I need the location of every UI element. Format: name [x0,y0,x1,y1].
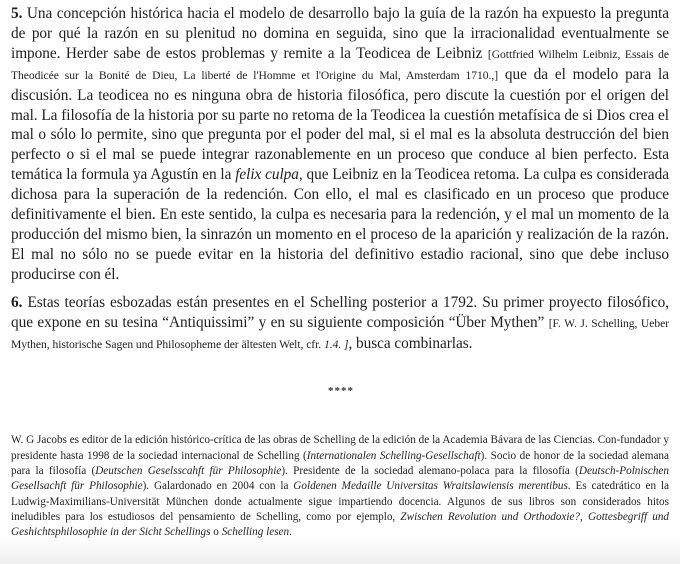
section-separator: **** [328,385,354,398]
bio-text: . Es catedrático en la Ludwig-Maximilians-Universität München donde actualmente sigue impartiendo docencia. Algunos de sus libros son considerados hitos ineludibles para los estudiosos del pensamiento de Schelling, como por ejemplo, [11,480,669,523]
paragraph-number: 5. [11,5,23,22]
bio-text: . [289,526,292,539]
author-bio [11,433,669,540]
bio-italic: Deutschen Geselsscahft für Philosophie [95,465,282,477]
bio-text: ). Socio de honor de la sociedad alemana para la filosofía ( [11,449,669,477]
bio-book-title: Zwischen Revolution und Orthodoxie? [400,510,581,523]
paragraph-5 [11,4,669,285]
italic-term-felix-culpa: felix culpa [235,166,299,184]
bio-italic: Goldenen Medaille Universitas Wraitslawiensis merentibus [293,480,568,493]
bottom-shadow [0,538,680,564]
paragraph-text: Estas teorías esbozadas están presentes en el Schelling posterior a 1792. Su primer proyecto filosófico, que expone en su tesina “Antiquissimi” y en su siguiente composición “Über Mythen” [11,293,669,331]
paragraph-text: que da el modelo para la discusión. La teodicea no es ninguna obra de historia filosófica, pero discute la cuestión por el origen del mal. La filosofía de la historia por su parte no retoma de la Teodicea la cuestión metafísica de si Dios crea el mal o sólo lo permite, sino que pregunta por el poder del mal, si el mal es la absoluta destrucción del bien perfecto o si el mal se puede integrar razonablemente en un proceso que conduce al bien perfecto. Esta temática la formula ya Agustín en la [11,65,669,184]
paragraph-number: 6. [11,293,23,311]
bio-book-title: Gottesbegriff und Geshichtsphilosophie in der Sicht Schellings [11,510,670,539]
bio-italic: Internationalen Schelling-Gesellschaft [306,449,481,462]
citation-text: [F. W. J. Schelling, Ueber Mythen, historische Sagen und Philosopheme der ältesten Welt, cfr. [11,316,669,351]
bio-italic: Deutsch-Polnischen Gesellsachft für Philosophie [11,465,669,493]
document-page [11,4,669,540]
bio-text: W. G Jacobs es editor de la edición histórico-crítica de las obras de Schelling de la edición de la Academia Bávara de las Ciencias. Con-fundador y presidente hasta 1998 de la sociedad internacional de Schelling ( [11,434,669,462]
citation-leibniz: [Gottfried Wilhelm Leibniz, Essais de Theodicée sur la Bonité de Dieu, La liberté de l'Homme et l'Origine du Mal, Amsterdam 1710.,] [11,47,670,82]
bio-text: , [580,510,589,523]
paragraph-text: Una concepción histórica hacia el modelo de desarrollo bajo la guía de la razón ha expuesto la pregunta de por qué la razón en su plenitud no domina en seguida, sino que la irracionalidad eventualmente se impone. Herder sabe de estos problemas y remite a la Teodicea de Leibniz [11,5,669,62]
citation-italic: 1.4. ] [323,337,349,351]
paragraph-6 [11,293,669,355]
bio-text: ). Presidente de la sociedad alemano-polaca para la filosofía ( [281,465,579,477]
bio-text: o [210,526,222,539]
bio-book-title: Schelling lesen [221,526,290,539]
paragraph-text: , busca combinarlas. [348,334,473,352]
bio-text: ). Galardonado en 2004 con la [142,480,294,493]
paragraph-text: , que Leibniz en la Teodicea retoma. La culpa es considerada dichosa para la superación de la redención. Con ello, el mal es clasificado en un proceso que produce definitivamente el bien. En este sentido, la culpa es necesaria para la redención, y el mal un momento de la producción del mismo bien, la sinrazón un momento en el proceso de la aparición y realización de la razón. El mal no sólo no se puede evitar en la historia del definitivo estadio racional, sino que debe incluso producirse con él. [11,166,669,283]
author-bio-text [11,433,669,540]
